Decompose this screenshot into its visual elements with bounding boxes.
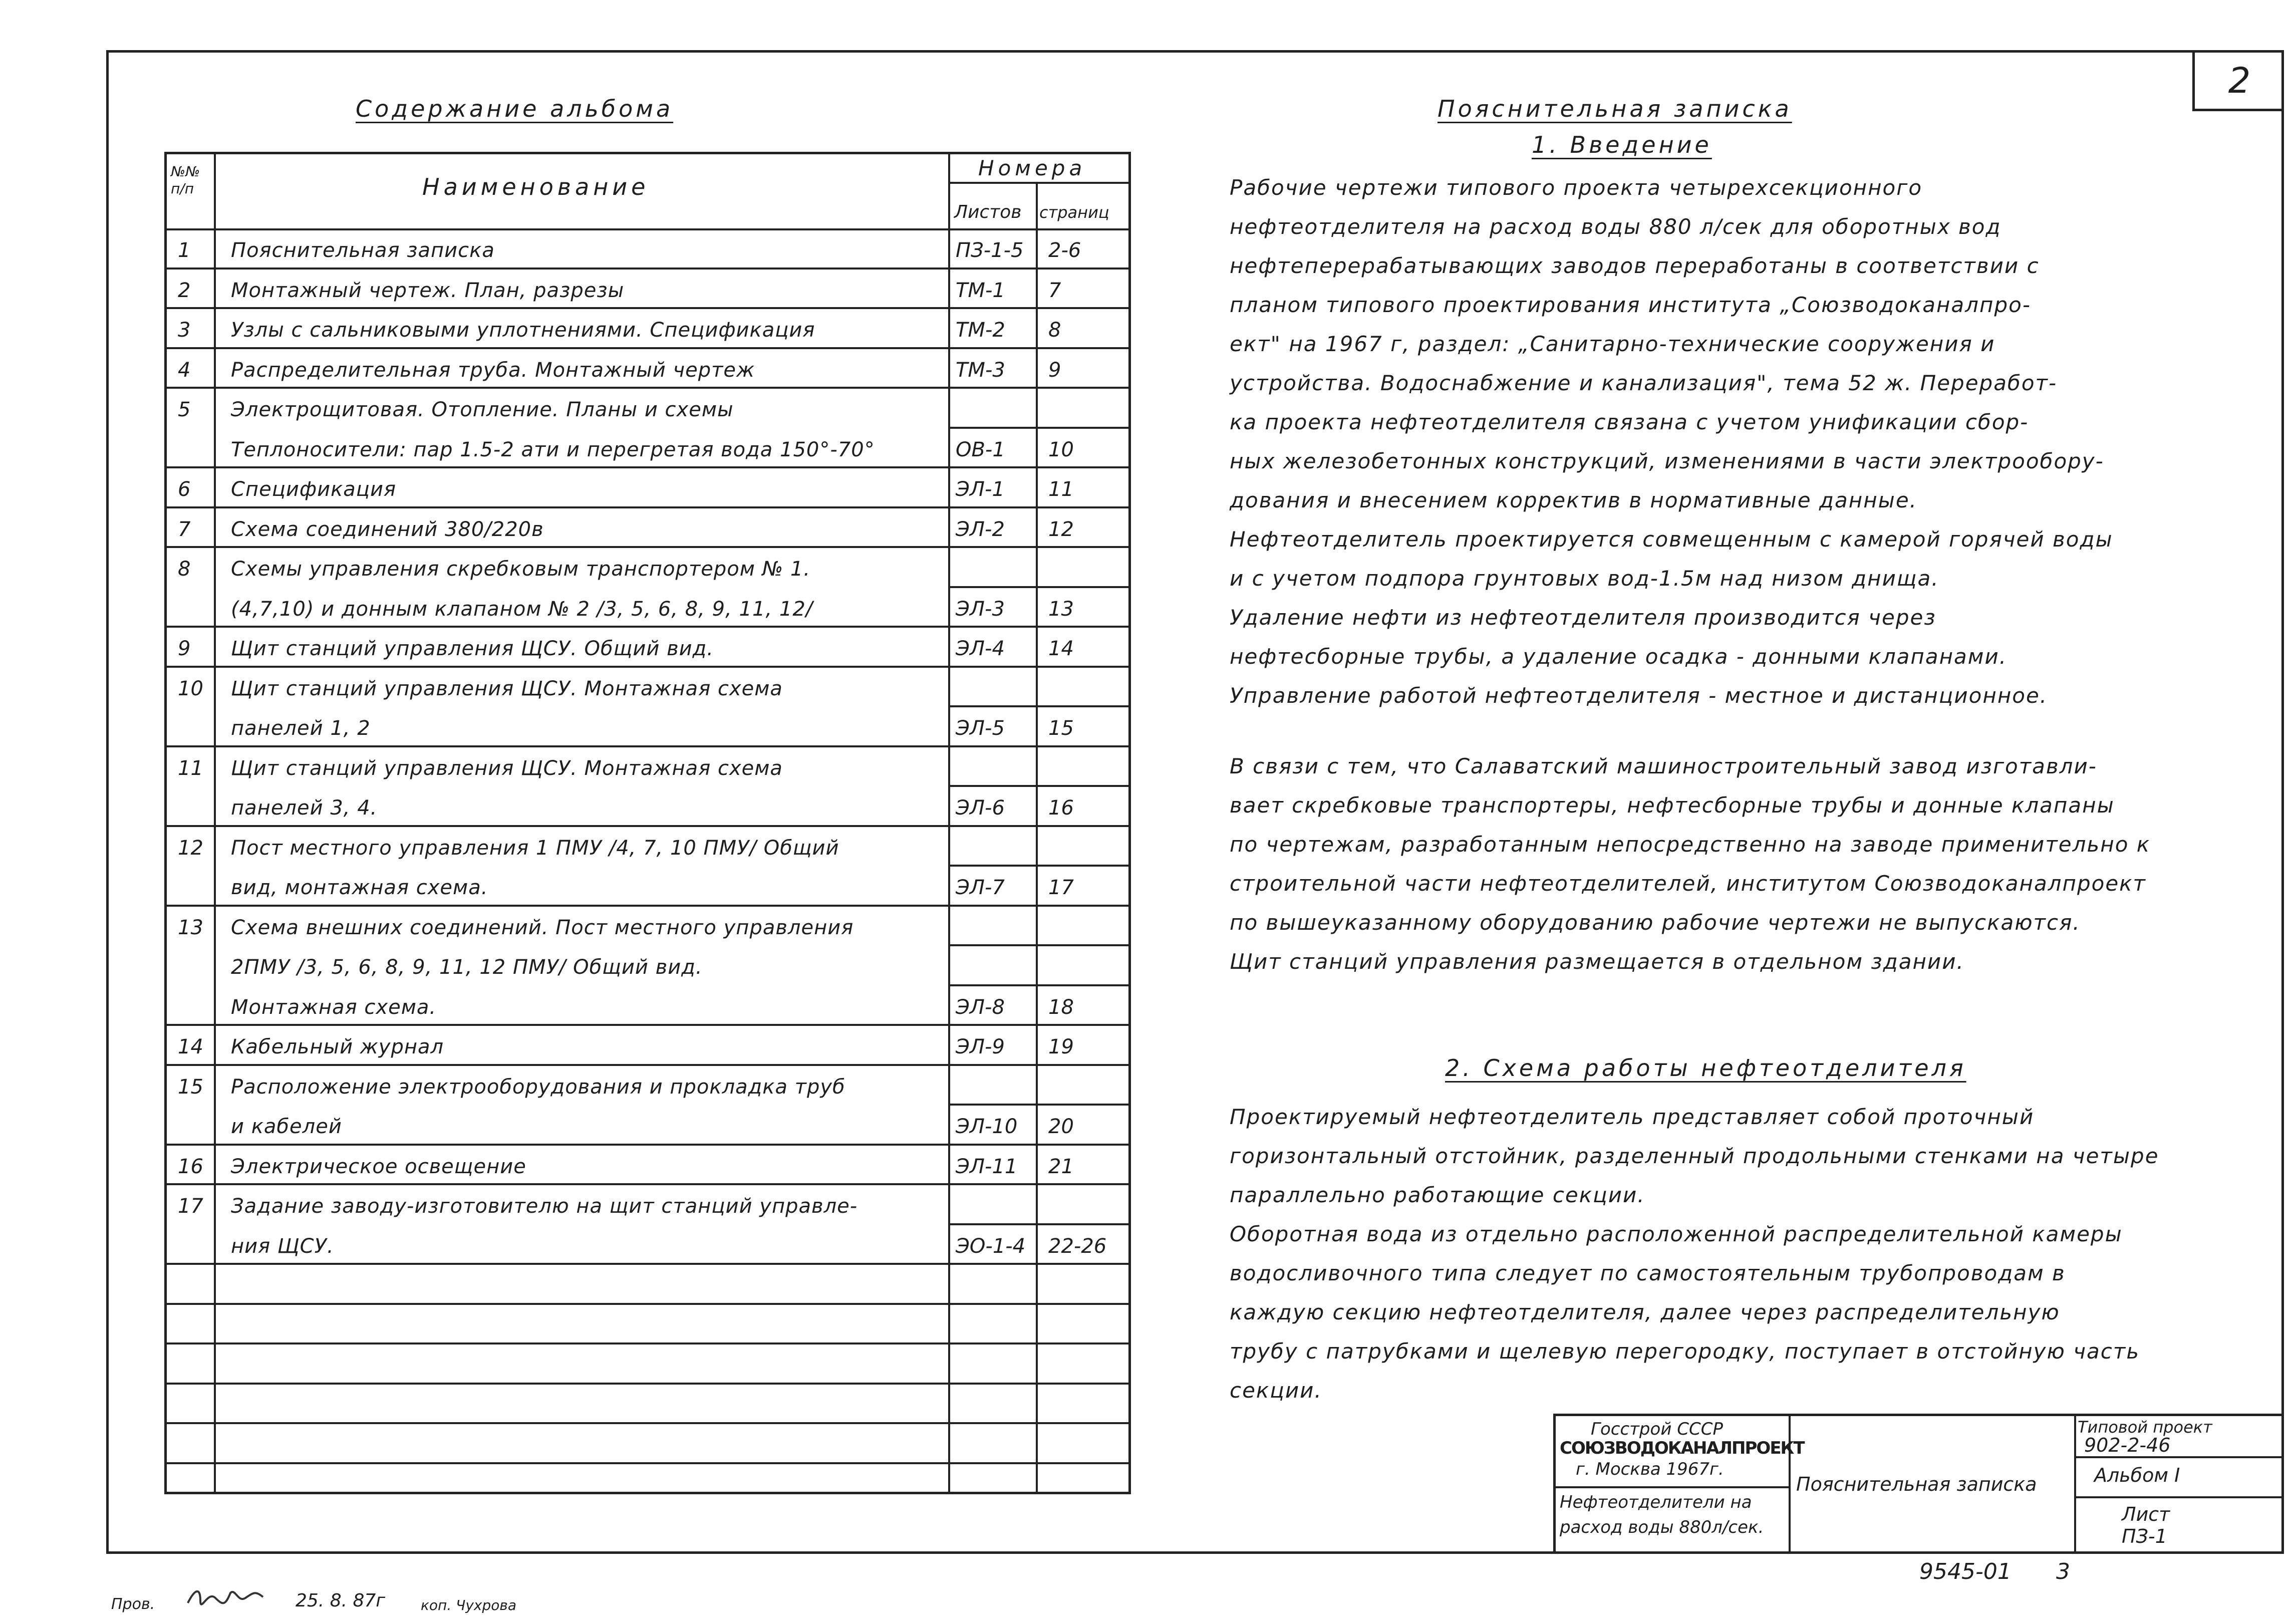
table-row — [167, 1065, 1128, 1105]
toc-row-pages: 18 — [1048, 995, 1074, 1019]
table-row — [167, 268, 1128, 309]
table-row — [167, 428, 1128, 468]
toc-row-name: панелей 1, 2 — [231, 717, 371, 740]
table-row — [167, 467, 1128, 507]
toc-row-name: Задание заводу-изготовителю на щит станций управле- — [231, 1195, 858, 1218]
toc-row-number: 1 — [178, 239, 191, 262]
toc-row-number: 10 — [178, 677, 203, 700]
note-section-1: 1. Введение — [1532, 131, 1712, 158]
table-row — [167, 587, 1128, 627]
toc-row-name: Монтажный чертеж. План, разрезы — [231, 279, 625, 302]
stamp-document: Пояснительная записка — [1796, 1473, 2037, 1495]
toc-row-sheets: ЭЛ-8 — [956, 995, 1005, 1019]
toc-row-sheets: ПЗ-1-5 — [956, 239, 1024, 262]
toc-row-number: 9 — [178, 637, 191, 660]
check-copy: коп. Чухрова — [421, 1597, 517, 1613]
toc-row-pages: 16 — [1048, 796, 1074, 820]
note-line: Нефтеотделитель проектируется совмещенным с камерой горячей воды — [1230, 527, 2113, 552]
table-row — [167, 1184, 1128, 1224]
toc-row-number: 6 — [178, 478, 191, 501]
note-line: водосливочного типа следует по самостоятельным трубопроводам в — [1230, 1261, 2066, 1285]
check-signature — [185, 1583, 265, 1615]
stamp-sheet-number: ПЗ-1 — [2122, 1525, 2167, 1547]
toc-row-pages: 8 — [1048, 319, 1061, 342]
toc-row-pages: 22-26 — [1048, 1234, 1107, 1258]
note-line: Щит станций управления размещается в отдельном здании. — [1230, 949, 1964, 974]
toc-head-sheets: Листов — [954, 202, 1022, 222]
toc-row-number: 11 — [178, 756, 203, 780]
note-line: вает скребковые транспортеры, нефтесборные трубы и донные клапаны — [1230, 793, 2115, 818]
note-line: В связи с тем, что Салаватский машиностроительный завод изготавли- — [1230, 754, 2097, 778]
stamp-project-number: 902-2-46 — [2084, 1434, 2171, 1456]
archive-number: 9545-01 — [1919, 1559, 2012, 1584]
toc-row-name: (4,7,10) и донным клапаном № 2 /3, 5, 6, 8, 9, 11, 12/ — [231, 597, 813, 621]
toc-row-pages: 17 — [1048, 876, 1074, 899]
sheet-number: 2 — [2192, 50, 2284, 111]
table-empty-rule — [167, 1462, 1128, 1464]
note-line: Управление работой нефтеотделителя - местное и дистанционное. — [1230, 683, 2048, 708]
toc-row-name: Кабельный журнал — [231, 1035, 444, 1058]
toc-row-number: 13 — [178, 916, 203, 939]
toc-head-numbers: Номера — [978, 156, 1086, 180]
table-row — [167, 348, 1128, 388]
table-row — [167, 786, 1128, 826]
stamp-city-year: г. Москва 1967г. — [1576, 1459, 1724, 1479]
note-line: каждую секцию нефтеотделителя, далее через распределительную — [1230, 1300, 2060, 1324]
toc-row-name: Спецификация — [231, 478, 397, 501]
toc-row-sheets: ЭЛ-4 — [956, 637, 1005, 660]
table-row — [167, 706, 1128, 746]
toc-row-sheets: ТМ-3 — [956, 358, 1005, 382]
table-empty-rule — [167, 1422, 1128, 1424]
toc-row-name: Расположение электрооборудования и прокладка труб — [231, 1075, 845, 1099]
stamp-project-label: Типовой проект — [2078, 1418, 2212, 1437]
toc-row-pages: 19 — [1048, 1035, 1074, 1058]
table-empty-rule — [167, 1383, 1128, 1385]
note-line: Рабочие чертежи типового проекта четырехсекционного — [1230, 175, 1923, 200]
toc-row-sheets: ЭЛ-9 — [956, 1035, 1005, 1058]
toc-head-no: №№ п/п — [171, 163, 200, 197]
toc-row-pages: 12 — [1048, 517, 1074, 541]
title-block — [1553, 1414, 2284, 1554]
toc-head-pages: страниц — [1039, 203, 1109, 222]
check-date: 25. 8. 87г — [296, 1590, 386, 1611]
toc-row-number: 3 — [178, 319, 191, 342]
note-section-2: 2. Схема работы нефтеотделителя — [1445, 1054, 1966, 1082]
toc-row-name: Монтажная схема. — [231, 995, 437, 1019]
note-line: по вышеуказанному оборудованию рабочие чертежи не выпускаются. — [1230, 910, 2081, 935]
toc-row-name: Теплоносители: пар 1.5-2 ати и перегретая вода 150°-70° — [231, 438, 875, 461]
table-row — [167, 1224, 1128, 1264]
toc-row-number: 4 — [178, 358, 191, 382]
table-row — [167, 667, 1128, 707]
table-row — [167, 1105, 1128, 1145]
note-line: Удаление нефти из нефтеотделителя производится через — [1230, 605, 1936, 630]
toc-row-pages: 2-6 — [1048, 239, 1081, 262]
note-line: параллельно работающие секции. — [1230, 1183, 1645, 1207]
stamp-object-line2: расход воды 880л/сек. — [1560, 1517, 1764, 1537]
toc-row-name: вид, монтажная схема. — [231, 876, 488, 899]
toc-row-sheets: ЭЛ-5 — [956, 717, 1005, 740]
table-row — [167, 945, 1128, 985]
toc-row-name: Схема внешних соединений. Пост местного управления — [231, 916, 854, 939]
toc-head-name: Наименование — [422, 173, 650, 200]
toc-row-number: 7 — [178, 517, 191, 541]
toc-row-sheets: ТМ-2 — [956, 319, 1005, 342]
table-row — [167, 308, 1128, 348]
note-line: планом типового проектирования института „Союзводоканалпро- — [1230, 293, 2031, 317]
note-line: ка проекта нефтеотделителя связана с учетом унификации сбор- — [1230, 410, 2029, 434]
stamp-album: Альбом I — [2094, 1464, 2180, 1486]
note-line: ект" на 1967 г, раздел: „Санитарно-технические сооружения и — [1230, 332, 1995, 356]
toc-row-name: Пояснительная записка — [231, 239, 495, 262]
toc-row-number: 12 — [178, 836, 203, 860]
note-line: устройства. Водоснабжение и канализация", тема 52 ж. Переработ- — [1230, 371, 2058, 395]
toc-row-sheets: ЭО-1-4 — [956, 1234, 1026, 1258]
table-row — [167, 985, 1128, 1025]
toc-row-pages: 13 — [1048, 597, 1074, 621]
toc-row-sheets: ЭЛ-11 — [956, 1155, 1018, 1178]
note-line: нефтеотделителя на расход воды 880 л/сек для оборотных вод — [1230, 214, 2001, 239]
toc-row-pages: 15 — [1048, 717, 1074, 740]
stamp-org: Госстрой СССР — [1591, 1419, 1723, 1439]
toc-row-pages: 9 — [1048, 358, 1061, 382]
toc-row-name: и кабелей — [231, 1115, 342, 1138]
note-line: трубу с патрубками и щелевую перегородку, поступает в отстойную часть — [1230, 1339, 2140, 1364]
table-row — [167, 1025, 1128, 1065]
toc-row-sheets: ЭЛ-10 — [956, 1115, 1018, 1138]
stamp-sheet-label: Лист — [2122, 1503, 2170, 1525]
note-line: Оборотная вода из отдельно расположенной распределительной камеры — [1230, 1222, 2123, 1246]
table-row — [167, 507, 1128, 548]
toc-row-sheets: ЭЛ-2 — [956, 517, 1005, 541]
toc-row-name: Электрическое освещение — [231, 1155, 526, 1178]
toc-row-pages: 14 — [1048, 637, 1074, 660]
toc-row-name: ния ЩСУ. — [231, 1234, 334, 1258]
toc-row-name: Пост местного управления 1 ПМУ /4, 7, 10 ПМУ/ Общий — [231, 836, 839, 860]
table-row — [167, 228, 1128, 268]
toc-row-sheets: ЭЛ-3 — [956, 597, 1005, 621]
stamp-institute: СОЮЗВОДОКАНАЛПРОЕКТ — [1560, 1438, 1804, 1458]
toc-row-name: Щит станций управления ЩСУ. Монтажная схема — [231, 677, 783, 700]
check-label: Пров. — [111, 1595, 155, 1613]
toc-row-number: 17 — [178, 1195, 203, 1218]
table-row — [167, 627, 1128, 667]
toc-row-name: Схемы управления скребковым транспортером № 1. — [231, 558, 811, 581]
toc-title: Содержание альбома — [356, 95, 674, 122]
note-line: горизонтальный отстойник, разделенный продольными стенками на четыре — [1230, 1144, 2159, 1168]
archive-page: 3 — [2056, 1559, 2070, 1584]
toc-row-name: панелей 3, 4. — [231, 796, 378, 820]
stamp-object-line1: Нефтеотделители на — [1560, 1492, 1752, 1512]
toc-row-name: Щит станций управления ЩСУ. Общий вид. — [231, 637, 714, 660]
toc-row-number: 15 — [178, 1075, 203, 1099]
toc-row-number: 2 — [178, 279, 191, 302]
note-line: строительной части нефтеотделителей, институтом Союзводоканалпроект — [1230, 871, 2147, 896]
toc-row-pages: 21 — [1048, 1155, 1074, 1178]
note-line: нефтеперерабатывающих заводов переработаны в соответствии с — [1230, 253, 2040, 278]
toc-row-name: Схема соединений 380/220в — [231, 517, 544, 541]
toc-row-name: Узлы с сальниковыми уплотнениями. Спецификация — [231, 319, 815, 342]
table-empty-rule — [167, 1342, 1128, 1344]
note-line: нефтесборные трубы, а удаление осадка - донными клапанами. — [1230, 644, 2007, 669]
table-row — [167, 1145, 1128, 1185]
note-title: Пояснительная записка — [1438, 95, 1792, 122]
toc-row-name: 2ПМУ /3, 5, 6, 8, 9, 11, 12 ПМУ/ Общий вид. — [231, 956, 703, 979]
toc-row-pages: 11 — [1048, 478, 1074, 501]
toc-row-number: 16 — [178, 1155, 203, 1178]
table-row — [167, 547, 1128, 587]
note-line: по чертежам, разработанным непосредственно на заводе применительно к — [1230, 832, 2151, 857]
note-line: Проектируемый нефтеотделитель представляет собой проточный — [1230, 1105, 2035, 1129]
signature-icon — [185, 1583, 265, 1613]
table-empty-rule — [167, 1303, 1128, 1305]
toc-row-sheets: ЭЛ-6 — [956, 796, 1005, 820]
toc-row-number: 8 — [178, 558, 191, 581]
toc-row-sheets: ОВ-1 — [956, 438, 1005, 461]
note-line: ных железобетонных конструкций, изменениями в части электрообору- — [1230, 449, 2104, 473]
toc-row-pages: 10 — [1048, 438, 1074, 461]
note-line: и с учетом подпора грунтовых вод-1.5м над низом днища. — [1230, 566, 1939, 591]
note-line: дования и внесением корректив в нормативные данные. — [1230, 488, 1918, 512]
toc-row-name: Электрощитовая. Отопление. Планы и схемы — [231, 398, 734, 421]
toc-row-number: 5 — [178, 398, 191, 421]
toc-table — [164, 152, 1131, 1494]
toc-row-name: Распределительная труба. Монтажный чертеж — [231, 358, 755, 382]
toc-row-sheets: ЭЛ-7 — [956, 876, 1005, 899]
toc-row-sheets: ЭЛ-1 — [956, 478, 1005, 501]
note-line: секции. — [1230, 1378, 1322, 1403]
table-row — [167, 906, 1128, 946]
toc-row-number: 14 — [178, 1035, 203, 1058]
table-row — [167, 388, 1128, 428]
table-row — [167, 826, 1128, 866]
toc-row-pages: 20 — [1048, 1115, 1074, 1138]
toc-row-sheets: ТМ-1 — [956, 279, 1005, 302]
table-row — [167, 746, 1128, 786]
table-row — [167, 866, 1128, 906]
toc-row-pages: 7 — [1048, 279, 1061, 302]
toc-row-name: Щит станций управления ЩСУ. Монтажная схема — [231, 756, 783, 780]
